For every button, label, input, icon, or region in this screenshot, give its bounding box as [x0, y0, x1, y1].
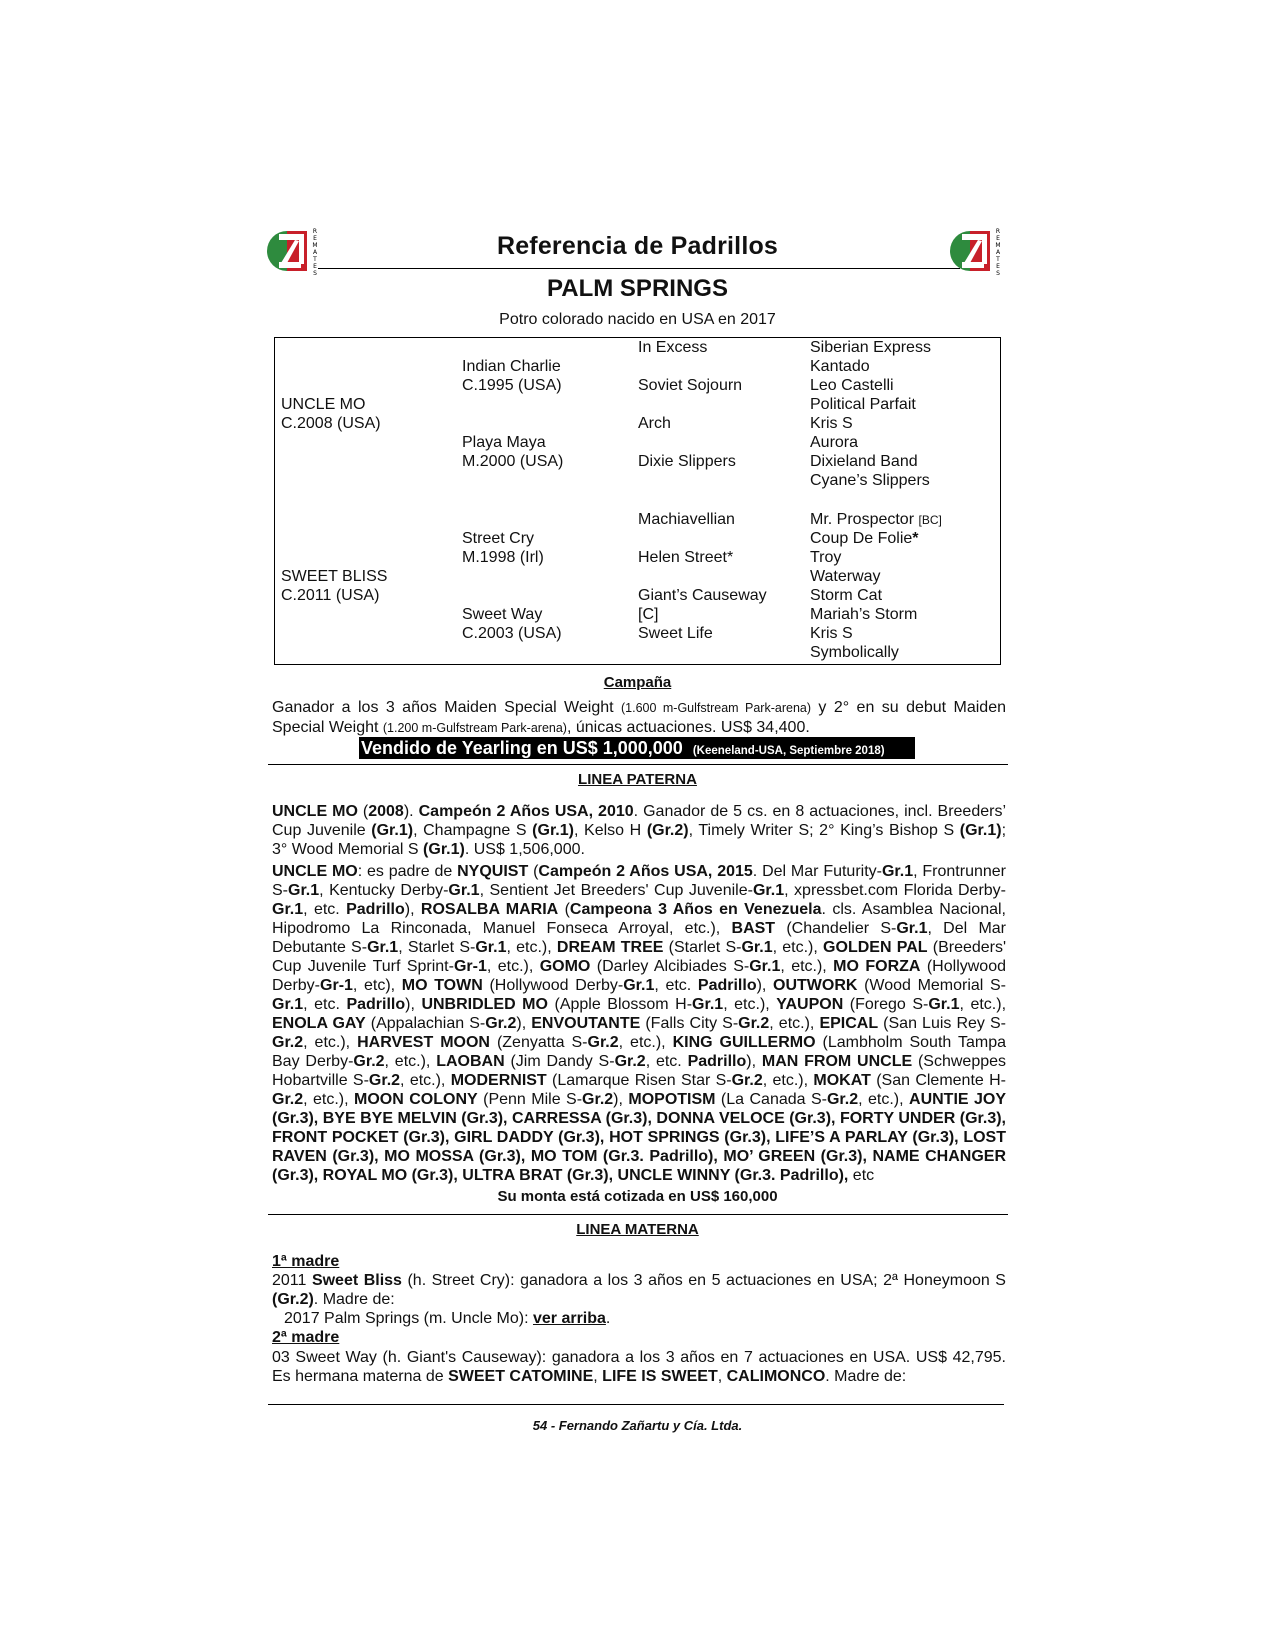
campaign-text-part: y 2° en su debut Maiden Special Weight	[272, 699, 1007, 736]
text-run: ),	[756, 977, 774, 994]
pedigree-g3-item: Political Parfait	[810, 396, 916, 413]
svg-text:E: E	[996, 235, 1000, 242]
bold-text-run: MAN FROM UNCLE	[761, 1053, 913, 1070]
text-run: ),	[405, 996, 422, 1013]
pedigree-g3-marker: *	[912, 530, 919, 547]
pedigree-grandsire-1: Indian Charlie	[462, 358, 561, 375]
svg-text:E: E	[996, 263, 1000, 270]
pedigree-g3-note: [BC]	[918, 513, 942, 527]
bold-text-run: OUTWORK	[773, 977, 858, 994]
campaign-text-part: , únicas actuaciones. US$ 34,400.	[566, 719, 810, 736]
bold-text-run: Padrillo	[687, 1053, 747, 1070]
text-run: , etc.),	[959, 996, 1007, 1013]
first-dam-heading: 1ª madre	[272, 1253, 340, 1270]
pedigree-g3-item: Waterway	[810, 568, 881, 585]
text-run: (Jim Dandy S-	[504, 1053, 615, 1070]
text-run: , etc.	[645, 1053, 688, 1070]
text-run: , etc.),	[769, 1015, 820, 1032]
bold-text-run: DREAM TREE	[556, 939, 664, 956]
bold-text-run: UNBRIDLED MO	[421, 996, 548, 1013]
pedigree-g2-item: Soviet Sojourn	[638, 377, 743, 394]
bold-text-run: MO TOWN	[401, 977, 483, 994]
svg-text:S: S	[313, 270, 317, 277]
text-run: (Penn Mile S-	[477, 1091, 583, 1108]
text-run: ,	[717, 1368, 727, 1385]
bold-text-run: Gr.2	[368, 1072, 401, 1089]
text-run: ).	[403, 803, 419, 820]
bold-text-run: (Gr.1)	[532, 822, 574, 839]
bold-text-run: Gr.2	[826, 1091, 859, 1108]
text-run: (Schweppes Hobartville S-	[272, 1053, 1007, 1089]
bold-text-run: Gr.1	[741, 939, 773, 956]
page-header-title: Referencia de Padrillos	[496, 232, 779, 260]
text-run: (Starlet S-	[663, 939, 742, 956]
bold-text-run: Gr.2	[614, 1053, 646, 1070]
pedigree-g3-name: Mr. Prospector	[810, 511, 915, 528]
text-run: , etc.),	[858, 1091, 910, 1108]
bold-text-run: (Gr.2)	[272, 1291, 314, 1308]
svg-text:E: E	[313, 235, 317, 242]
bold-text-run: Padrillo	[346, 996, 406, 1013]
bold-text-run: GOMO	[539, 958, 591, 975]
text-run: , etc.),	[486, 958, 540, 975]
text-run: (Lamarque Risen Star S-	[546, 1072, 732, 1089]
produce-text: 2017 Palm Springs (m. Uncle Mo):	[284, 1310, 533, 1327]
pedigree-grandsire-2-info: M.1998 (Irl)	[462, 549, 544, 566]
bold-text-run: Gr-1	[320, 977, 353, 994]
bold-text-run: AUNTIE JOY (Gr.3), BYE BYE MELVIN (Gr.3), CARRESSA (Gr.3), DONNA VELOCE (Gr.3), FORTY UNDER (Gr.3), FRONT POCKET (Gr.3), GIRL DADDY (Gr.3), HOT SPRINGS (Gr.3), LIFE’S A PARLAY (Gr.3), LOST RAVEN (Gr.3), MO MOSSA (Gr.3), MO TOM (Gr.3. Padrillo), MO’ GREEN (Gr.3), NAME CHANGER (Gr.3), ROYAL MO (Gr.3), ULTRA BRAT (Gr.3), UNCLE WINNY (Gr.3. Padrillo),	[272, 1091, 1007, 1184]
second-dam-paragraph	[272, 1348, 1006, 1386]
produce-text-end: .	[605, 1310, 611, 1327]
text-run: , xpressbet.com Florida Derby-	[784, 882, 1007, 899]
bold-text-run: MO FORZA	[833, 958, 921, 975]
bold-text-run: Gr.1	[288, 882, 320, 899]
text-run: , Sentient Jet Breeders' Cup Juvenile-	[479, 882, 753, 899]
bold-text-run: Gr.1	[272, 901, 304, 918]
text-run: ),	[404, 901, 421, 918]
pedigree-g2-item: Arch	[638, 415, 671, 432]
bold-text-run: Gr.1	[448, 882, 480, 899]
pedigree-g3-item: Kantado	[810, 358, 870, 375]
bold-text-run: MOON COLONY	[354, 1091, 478, 1108]
pedigree-g3-item: Storm Cat	[810, 587, 883, 604]
text-run: (Zenyatta S-	[489, 1034, 588, 1051]
header-rule	[318, 268, 960, 269]
text-run: 2011	[272, 1272, 312, 1289]
text-run: (Falls City S-	[640, 1015, 739, 1032]
svg-text:R: R	[995, 228, 1001, 235]
text-run: , etc),	[352, 977, 402, 994]
pedigree-dam-info: C.2011 (USA)	[281, 587, 380, 604]
bold-text-run: 2008	[368, 803, 404, 820]
text-run: , etc.	[303, 901, 347, 918]
text-run: , Kelso H	[573, 822, 647, 839]
text-run: (Hollywood Derby-	[482, 977, 624, 994]
bold-text-run: SWEET CATOMINE	[448, 1368, 594, 1385]
bold-text-run: ROSALBA MARIA	[420, 901, 559, 918]
text-run: , etc.),	[618, 1034, 673, 1051]
campaign-race-detail: (1.600 m-Gulfstream Park-arena)	[620, 701, 812, 715]
text-run: (Chandelier S-	[775, 920, 897, 937]
bold-text-run: Gr.2	[485, 1015, 517, 1032]
campaign-heading: Campaña	[603, 674, 672, 691]
text-run: (h. Street Cry): ganadora a los 3 años en 5 actuaciones en USA; 2ª Honeymoon S	[401, 1272, 1006, 1289]
text-run: . US$ 1,506,000.	[464, 841, 585, 858]
text-run: , etc.),	[384, 1053, 437, 1070]
text-run: 03 Sweet Way (h. Giant's Causeway): ganadora a los 3 años en 7 actuaciones en USA. US$ 42,795. Es hermana materna de	[272, 1349, 1006, 1385]
sire-summary-paragraph	[272, 802, 1006, 859]
campaign-text	[272, 698, 1006, 738]
pedigree-granddam-1: Playa Maya	[462, 434, 546, 451]
pedigree-granddam-2-info: C.2003 (USA)	[462, 625, 562, 642]
text-run: (	[558, 901, 570, 918]
text-run: . Madre de:	[313, 1291, 395, 1308]
text-run: . Del Mar Futurity-	[752, 863, 882, 880]
footer-rule	[268, 1404, 1004, 1405]
pedigree-g2-item: Dixie Slippers	[638, 453, 736, 470]
text-run: , Kentucky Derby-	[319, 882, 449, 899]
second-dam-heading: 2ª madre	[272, 1329, 340, 1346]
bold-text-run: CALIMONCO	[726, 1368, 826, 1385]
sire-line-heading: LINEA PATERNA	[578, 771, 697, 788]
bold-text-run: (Gr.1)	[371, 822, 414, 839]
pedigree-g3-item: Kris S	[810, 625, 853, 642]
bold-text-run: Gr.2	[738, 1015, 770, 1032]
bold-text-run: Gr.2	[353, 1053, 385, 1070]
svg-text:M: M	[995, 242, 1001, 249]
bold-text-run: (Gr.2)	[646, 822, 689, 839]
bold-text-run: Gr.2	[272, 1034, 304, 1051]
pedigree-g2-item: In Excess	[638, 339, 708, 356]
sale-price-banner	[359, 737, 915, 759]
pedigree-sire-info: C.2008 (USA)	[281, 415, 381, 432]
text-run: . Madre de:	[825, 1368, 907, 1385]
bold-text-run: UNCLE MO	[272, 863, 358, 880]
pedigree-sire-name: UNCLE MO	[281, 396, 366, 413]
pedigree-g2-item: Helen Street*	[638, 549, 734, 566]
text-run: ),	[613, 1091, 629, 1108]
text-run: , Starlet S-	[398, 939, 476, 956]
bold-text-run: YAUPON	[776, 996, 844, 1013]
pedigree-g3-item	[810, 510, 942, 530]
text-run: (Hollywood Derby-	[272, 958, 1006, 994]
horse-name: PALM SPRINGS	[547, 275, 728, 302]
text-run: (	[357, 803, 369, 820]
bold-text-run: Gr-1	[453, 958, 487, 975]
pedigree-g2-item: Giant’s Causeway	[638, 587, 767, 604]
bold-text-run: (Gr.1)	[959, 822, 1002, 839]
text-run: , etc.),	[303, 1034, 358, 1051]
bold-text-run: Gr.1	[896, 920, 928, 937]
text-run: , etc.	[654, 977, 698, 994]
text-run: , etc.),	[400, 1072, 451, 1089]
text-run: (Appalachian S-	[365, 1015, 486, 1032]
pedigree-g3-item: Symbolically	[810, 644, 899, 661]
text-run: (Apple Blossom H-	[547, 996, 693, 1013]
text-run: , etc.),	[780, 958, 834, 975]
svg-text:S: S	[996, 270, 1000, 277]
pedigree-g2-note: [C]	[638, 606, 659, 623]
text-run: (La Canada S-	[715, 1091, 827, 1108]
pedigree-g3-item: Troy	[810, 549, 842, 566]
pedigree-g3-item: Kris S	[810, 415, 853, 432]
text-run: , etc.),	[772, 939, 824, 956]
pedigree-granddam-2: Sweet Way	[462, 606, 543, 623]
section-divider	[268, 1214, 1008, 1215]
text-run: ,	[593, 1368, 603, 1385]
pedigree-g3-item: Siberian Express	[810, 339, 931, 356]
text-run: ),	[516, 1015, 532, 1032]
dam-line-heading: LINEA MATERNA	[576, 1221, 699, 1238]
bold-text-run: Gr.1	[881, 863, 914, 880]
bold-text-run: Sweet Bliss	[311, 1272, 402, 1289]
bold-text-run: MODERNIST	[450, 1072, 547, 1089]
bold-text-run: LAOBAN	[436, 1053, 505, 1070]
bold-text-run: LIFE IS SWEET	[602, 1368, 718, 1385]
pedigree-g3-item: Leo Castelli	[810, 377, 894, 394]
text-run: (Forego S-	[843, 996, 929, 1013]
bold-text-run: Gr.1	[928, 996, 960, 1013]
bold-text-run: Gr.1	[367, 939, 399, 956]
svg-text:T: T	[313, 256, 317, 263]
text-run: , Del Mar Debutante S-	[272, 920, 1007, 956]
bold-text-run: Campeón 2 Años USA, 2015	[538, 863, 753, 880]
text-run: . cls. Asamblea Nacional, Hipodromo La Rinconada, Manuel Fonseca Arroyal, etc.),	[272, 901, 1007, 937]
svg-text:M: M	[312, 242, 318, 249]
horse-description: Potro colorado nacido en USA en 2017	[499, 311, 776, 328]
sire-progeny-paragraph	[272, 862, 1006, 1185]
see-above-link[interactable]: ver arriba	[532, 1310, 606, 1327]
text-run: (Lambholm South Tampa Bay Derby-	[272, 1034, 1006, 1070]
pedigree-g3-item: Mariah’s Storm	[810, 606, 918, 623]
text-run: (Wood Memorial S-	[857, 977, 1007, 994]
pedigree-g2-item: Sweet Life	[638, 625, 713, 642]
text-run: : es padre de	[357, 863, 458, 880]
first-dam-paragraph	[272, 1271, 1006, 1309]
bold-text-run: Gr.1	[752, 882, 785, 899]
bold-text-run: Gr.2	[587, 1034, 619, 1051]
bold-text-run: Gr.1	[749, 958, 781, 975]
bold-text-run: EPICAL	[819, 1015, 879, 1032]
pedigree-grandsire-1-info: C.1995 (USA)	[462, 377, 562, 394]
campaign-text-part: Ganador a los 3 años Maiden Special Weight	[272, 699, 621, 716]
bold-text-run: Campeona 3 Años en Venezuela	[569, 901, 822, 918]
first-dam-produce	[284, 1309, 1004, 1328]
page-footer: 54 - Fernando Zañartu y Cía. Ltda.	[532, 1418, 743, 1433]
bold-text-run: GOLDEN PAL	[823, 939, 928, 956]
bold-text-run: Padrillo	[697, 977, 757, 994]
pedigree-grandsire-2: Street Cry	[462, 530, 535, 547]
pedigree-g3-name: Coup De Folie	[810, 530, 913, 547]
pedigree-dam-name: SWEET BLISS	[281, 568, 388, 585]
bold-text-run: ENOLA GAY	[272, 1015, 366, 1032]
bold-text-run: Padrillo	[346, 901, 405, 918]
svg-text:T: T	[996, 256, 1000, 263]
bold-text-run: Gr.2	[731, 1072, 763, 1089]
text-run: (	[528, 863, 539, 880]
bold-text-run: BAST	[731, 920, 776, 937]
text-run: (San Luis Rey S-	[878, 1015, 1006, 1032]
section-divider	[268, 764, 1008, 765]
text-run: , etc.),	[762, 1072, 814, 1089]
bold-text-run: MOKAT	[813, 1072, 871, 1089]
bold-text-run: KING GUILLERMO	[672, 1034, 816, 1051]
pedigree-g3-item: Cyane’s Slippers	[810, 472, 930, 489]
bold-text-run: Gr.1	[475, 939, 507, 956]
text-run: , Timely Writer S; 2° King’s Bishop S	[688, 822, 960, 839]
pedigree-g3-item	[810, 529, 919, 548]
campaign-race-detail: (1.200 m-Gulfstream Park-arena)	[382, 721, 567, 735]
text-run: (Breeders' Cup Juvenile Turf Sprint-	[272, 939, 1007, 975]
bold-text-run: Gr.2	[582, 1091, 614, 1108]
text-run: . Ganador de 5 cs. en 8 actuaciones, incl. Breeders’ Cup Juvenile	[272, 803, 1007, 839]
text-run: (Darley Alcibiades S-	[590, 958, 750, 975]
text-run: (San Clemente H-	[870, 1072, 1006, 1089]
sale-price-text: Vendido de Yearling en US$ 1,000,000	[361, 738, 683, 758]
svg-text:A: A	[312, 249, 318, 256]
pedigree-granddam-1-info: M.2000 (USA)	[462, 453, 564, 470]
pedigree-g3-item: Dixieland Band	[810, 453, 918, 470]
bold-text-run: MOPOTISM	[628, 1091, 716, 1108]
bold-text-run: Gr.1	[272, 996, 304, 1013]
pedigree-g3-item: Aurora	[810, 434, 859, 451]
text-run: , etc.),	[723, 996, 777, 1013]
text-run: , Champagne S	[413, 822, 533, 839]
pedigree-g2-item: Machiavellian	[638, 511, 735, 528]
text-run: etc	[848, 1167, 875, 1184]
sale-details: (Keeneland-USA, Septiembre 2018)	[692, 745, 885, 757]
bold-text-run: ENVOUTANTE	[531, 1015, 641, 1032]
bold-text-run: UNCLE MO	[272, 803, 358, 820]
svg-text:E: E	[313, 263, 317, 270]
svg-text:A: A	[995, 249, 1001, 256]
bold-text-run: Gr.1	[692, 996, 724, 1013]
bold-text-run: NYQUIST	[457, 863, 529, 880]
bold-text-run: (Gr.1)	[423, 841, 465, 858]
bold-text-run: HARVEST MOON	[357, 1034, 490, 1051]
bold-text-run: Gr.2	[272, 1091, 304, 1108]
svg-text:R: R	[312, 228, 318, 235]
text-run: , Frontrunner S-	[272, 863, 1006, 899]
text-run: , etc.),	[303, 1091, 355, 1108]
text-run: ; 3° Wood Memorial S	[272, 822, 1007, 858]
text-run: , etc.),	[506, 939, 557, 956]
text-run: ),	[746, 1053, 762, 1070]
stud-fee-note: Su monta está cotizada en US$ 160,000	[497, 1188, 778, 1205]
bold-text-run: Campeón 2 Años USA, 2010	[418, 803, 634, 820]
bold-text-run: Gr.1	[623, 977, 655, 994]
text-run: , etc.	[303, 996, 347, 1013]
